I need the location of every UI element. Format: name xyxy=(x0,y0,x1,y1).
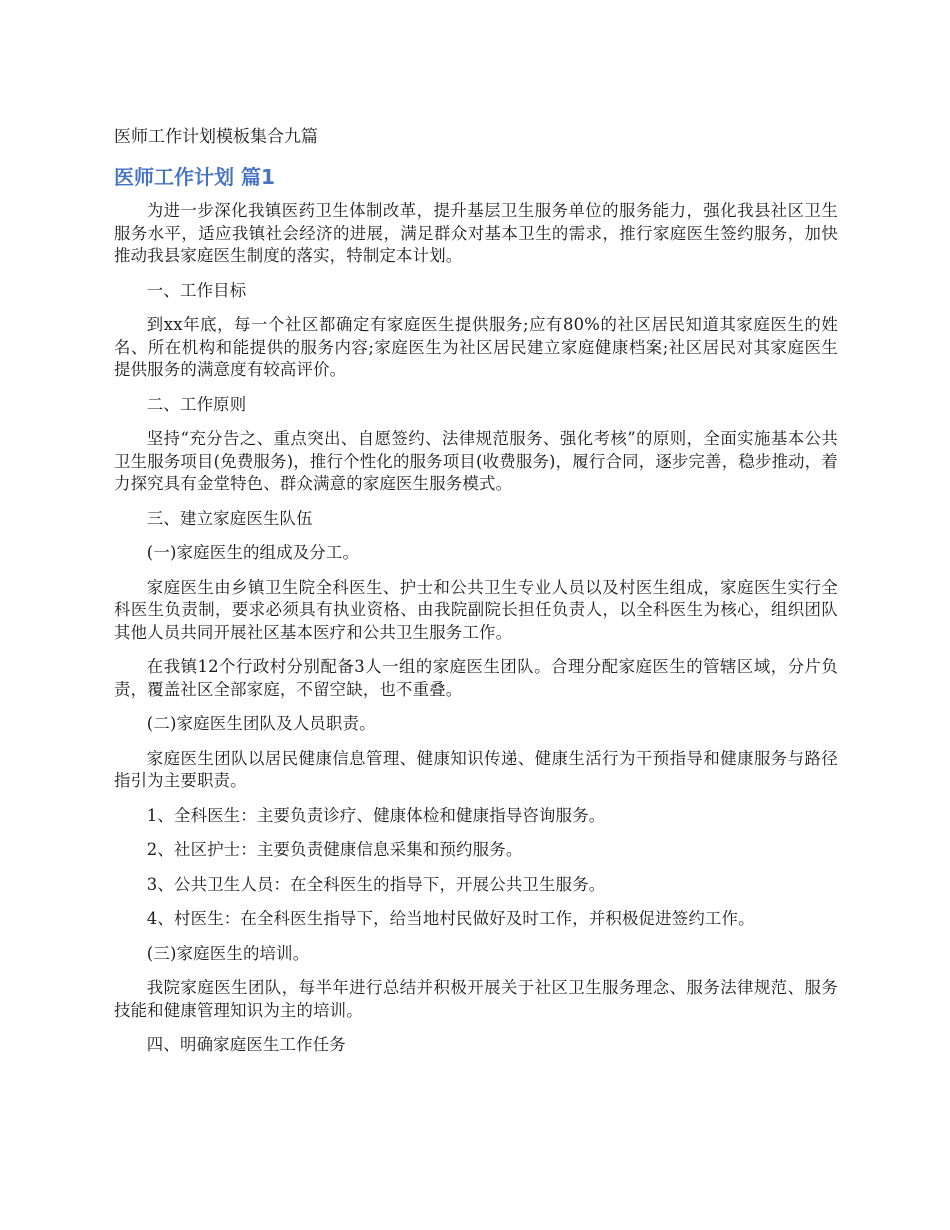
paragraph-heading-tasks: 四、明确家庭医生工作任务 xyxy=(146,1035,346,1054)
paragraph-subheading-composition: (一)家庭医生的组成及分工。 xyxy=(146,543,360,562)
document-title: 医师工作计划模板集合九篇 xyxy=(114,127,318,147)
paragraph-duties: 家庭医生团队以居民健康信息管理、健康知识传递、健康生活行为干预指导和健康服务与路径指引为主要职责。 xyxy=(114,748,838,790)
paragraph-duty-nurse: 2、社区护士：主要负责健康信息采集和预约服务。 xyxy=(146,840,523,859)
paragraph-team-allocation: 在我镇12个行政村分别配备3人一组的家庭医生团队。合理分配家庭医生的管辖区域，分片负责，覆盖社区全部家庭，不留空缺，也不重叠。 xyxy=(114,657,838,699)
paragraph-duty-gp: 1、全科医生：主要负责诊疗、健康体检和健康指导咨询服务。 xyxy=(146,805,606,825)
paragraph-heading-goals: 一、工作目标 xyxy=(146,280,247,300)
paragraph-training: 我院家庭医生团队，每半年进行总结并积极开展关于社区卫生服务理念、服务法律规范、服务技能和健康管理知识为主的培训。 xyxy=(114,978,838,1020)
paragraph-composition: 家庭医生由乡镇卫生院全科医生、护士和公共卫生专业人员以及村医生组成，家庭医生实行全科医生负责制，要求必须具有执业资格、由我院副院长担任负责人，以全科医生为核心，组织团队其他人员共同开展社区基本医疗和公共卫生服务工作。 xyxy=(114,577,838,642)
paragraph-heading-principles: 二、工作原则 xyxy=(146,394,247,414)
paragraph-duty-village-doctor: 4、村医生：在全科医生指导下，给当地村民做好及时工作，并积极促进签约工作。 xyxy=(146,909,755,928)
paragraph-intro: 为进一步深化我镇医药卫生体制改革，提升基层卫生服务单位的服务能力，强化我县社区卫生服务水平，适应我镇社会经济的进展，满足群众对基本卫生的需求，推行家庭医生签约服务，加快推动我县家庭医生制度的落实，特制定本计划。 xyxy=(114,201,838,265)
section-heading: 医师工作计划 篇1 xyxy=(114,165,275,189)
paragraph-duty-public-health: 3、公共卫生人员：在全科医生的指导下，开展公共卫生服务。 xyxy=(146,874,606,894)
paragraph-heading-team: 三、建立家庭医生队伍 xyxy=(146,508,313,528)
document-body xyxy=(114,200,838,1069)
paragraph-goals: 到xx年底，每一个社区都确定有家庭医生提供服务;应有80%的社区居民知道其家庭医生的姓名、所在机构和能提供的服务内容;家庭医生为社区居民建立家庭健康档案;社区居民对其家庭医生提供服务的满意度有较高评价。 xyxy=(114,315,838,379)
paragraph-subheading-duties: (二)家庭医生团队及人员职责。 xyxy=(146,714,376,733)
paragraph-principles: 坚持“充分告之、重点突出、自愿签约、法律规范服务、强化考核”的原则，全面实施基本公共卫生服务项目(免费服务)，推行个性化的服务项目(收费服务)，履行合同，逐步完善，稳步推动，着力探究具有金堂特色、群众满意的家庭医生服务模式。 xyxy=(114,429,838,493)
paragraph-subheading-training: (三)家庭医生的培训。 xyxy=(146,943,310,963)
